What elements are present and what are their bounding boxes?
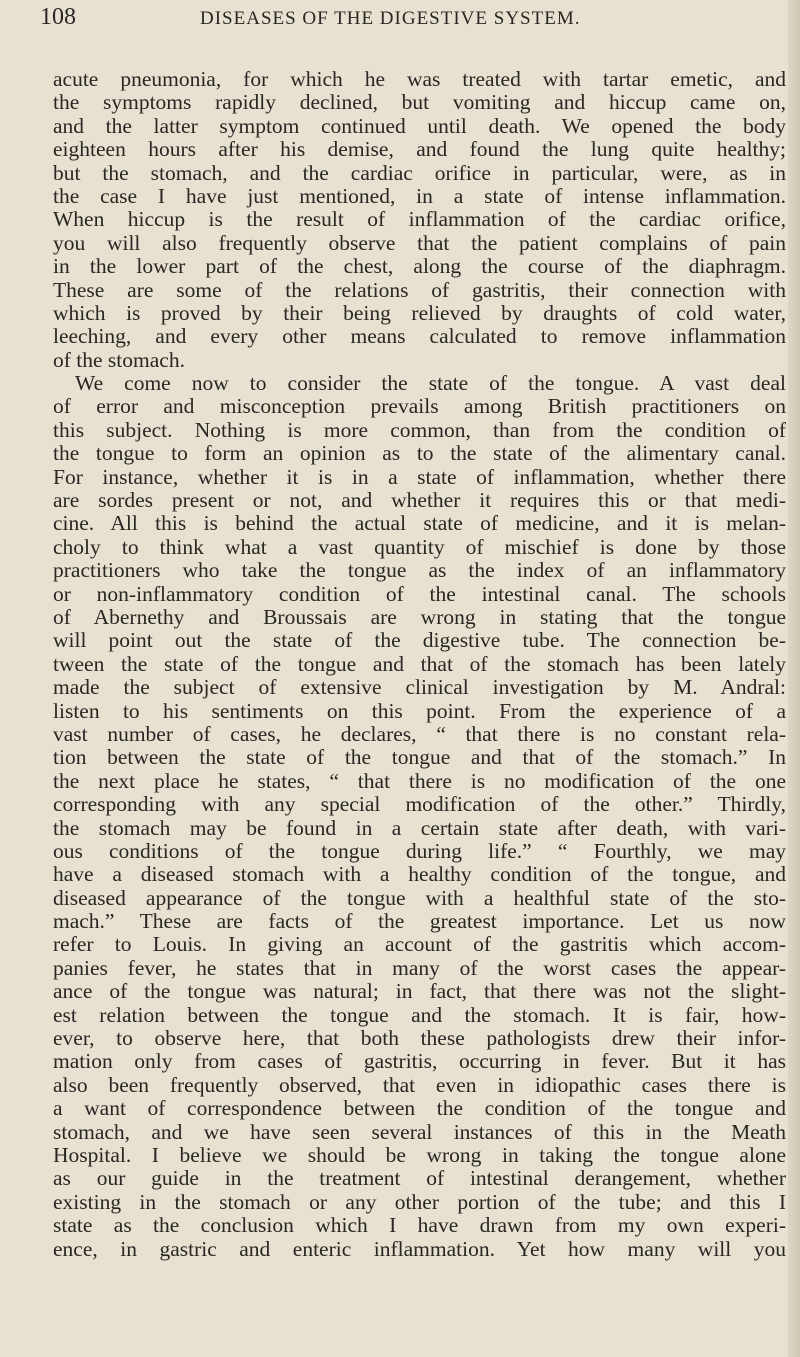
text-line: tion between the state of the tongue and that of the stomach.” In [53,745,786,770]
text-line: as our guide in the treatment of intestinal derangement, whether [53,1166,786,1191]
text-line: the symptoms rapidly declined, but vomiting and hiccup came on, [53,90,786,115]
text-line: We come now to consider the state of the tongue. A vast deal [75,371,786,396]
text-line: When hiccup is the result of inflammation of the cardiac orifice, [53,207,786,232]
text-line: this subject. Nothing is more common, than from the condition of [53,417,786,442]
text-line: in the lower part of the chest, along the course of the diaphragm. [53,254,786,279]
text-line: will point out the state of the digestive tube. The connection be- [53,628,786,653]
text-line: mation only from cases of gastritis, occurring in fever. But it has [53,1049,786,1074]
text-line: of the stomach. [53,347,185,372]
text-line: the case I have just mentioned, in a state of intense inflammation. [53,183,786,208]
text-line: est relation between the tongue and the stomach. It is fair, how- [53,1002,786,1027]
text-line: state as the conclusion which I have drawn from my own experi- [53,1213,786,1238]
text-line: These are some of the relations of gastritis, their connection with [53,277,786,302]
text-line: cine. All this is behind the actual state of medicine, and it is melan- [53,511,786,536]
text-line: eighteen hours after his demise, and found the lung quite healthy; [53,137,786,162]
text-line: you will also frequently observe that the patient complains of pain [53,230,786,255]
text-line: For instance, whether it is in a state of inflammation, whether there [53,464,786,489]
text-line: corresponding with any special modification of the other.” Thirdly, [53,792,786,817]
text-line: tween the state of the tongue and that of the stomach has been lately [53,651,786,676]
text-line: also been frequently observed, that even in idiopathic cases there is [53,1072,786,1097]
text-line: existing in the stomach or any other portion of the tube; and this I [53,1189,786,1214]
text-line: leeching, and every other means calculated to remove inflammation [53,324,786,349]
text-line: of error and misconception prevails among British practitioners on [53,394,786,419]
text-line: but the stomach, and the cardiac orifice in particular, were, as in [53,160,786,185]
text-line: vast number of cases, he declares, “ that there is no constant rela- [53,721,786,746]
text-line: refer to Louis. In giving an account of the gastritis which accom- [53,932,786,957]
text-line: the stomach may be found in a certain state after death, with vari- [53,815,786,840]
text-line: practitioners who take the tongue as the index of an inflammatory [53,558,786,583]
page-edge [788,0,800,1357]
text-line: panies fever, he states that in many of the worst cases the appear- [53,955,786,980]
text-line: are sordes present or not, and whether it requires this or that medi- [53,488,786,513]
text-line: the tongue to form an opinion as to the state of the alimentary canal. [53,441,786,466]
body-text [53,68,786,1261]
text-line: acute pneumonia, for which he was treated with tartar emetic, and [53,67,786,91]
text-line: made the subject of extensive clinical investigation by M. Andral: [53,675,786,700]
running-title: DISEASES OF THE DIGESTIVE SYSTEM. [200,8,581,29]
text-line: ever, to observe here, that both these pathologists drew their infor- [53,1026,786,1051]
text-line: choly to think what a vast quantity of mischief is done by those [53,534,786,559]
text-line: Hospital. I believe we should be wrong in taking the tongue alone [53,1142,786,1167]
text-line: listen to his sentiments on this point. From the experience of a [53,698,786,723]
text-line: diseased appearance of the tongue with a healthful state of the sto- [53,885,786,910]
text-line: ance of the tongue was natural; in fact, that there was not the slight- [53,979,786,1004]
text-line: the next place he states, “ that there is no modification of the one [53,768,786,793]
page-header [40,4,780,34]
text-line: ous conditions of the tongue during life.” “ Fourthly, we may [53,838,786,863]
text-line: of Abernethy and Broussais are wrong in stating that the tongue [53,604,786,629]
text-line: stomach, and we have seen several instances of this in the Meath [53,1119,786,1144]
text-line: a want of correspondence between the condition of the tongue and [53,1096,786,1121]
page-number: 108 [40,4,76,30]
text-line: which is proved by their being relieved by draughts of cold water, [53,300,786,325]
text-line: or non-inflammatory condition of the intestinal canal. The schools [53,581,786,606]
text-line: ence, in gastric and enteric inflammation. Yet how many will you [53,1236,786,1261]
text-line: have a diseased stomach with a healthy condition of the tongue, and [53,862,786,887]
text-line: mach.” These are facts of the greatest importance. Let us now [53,909,786,934]
text-line: and the latter symptom continued until death. We opened the body [53,113,786,138]
